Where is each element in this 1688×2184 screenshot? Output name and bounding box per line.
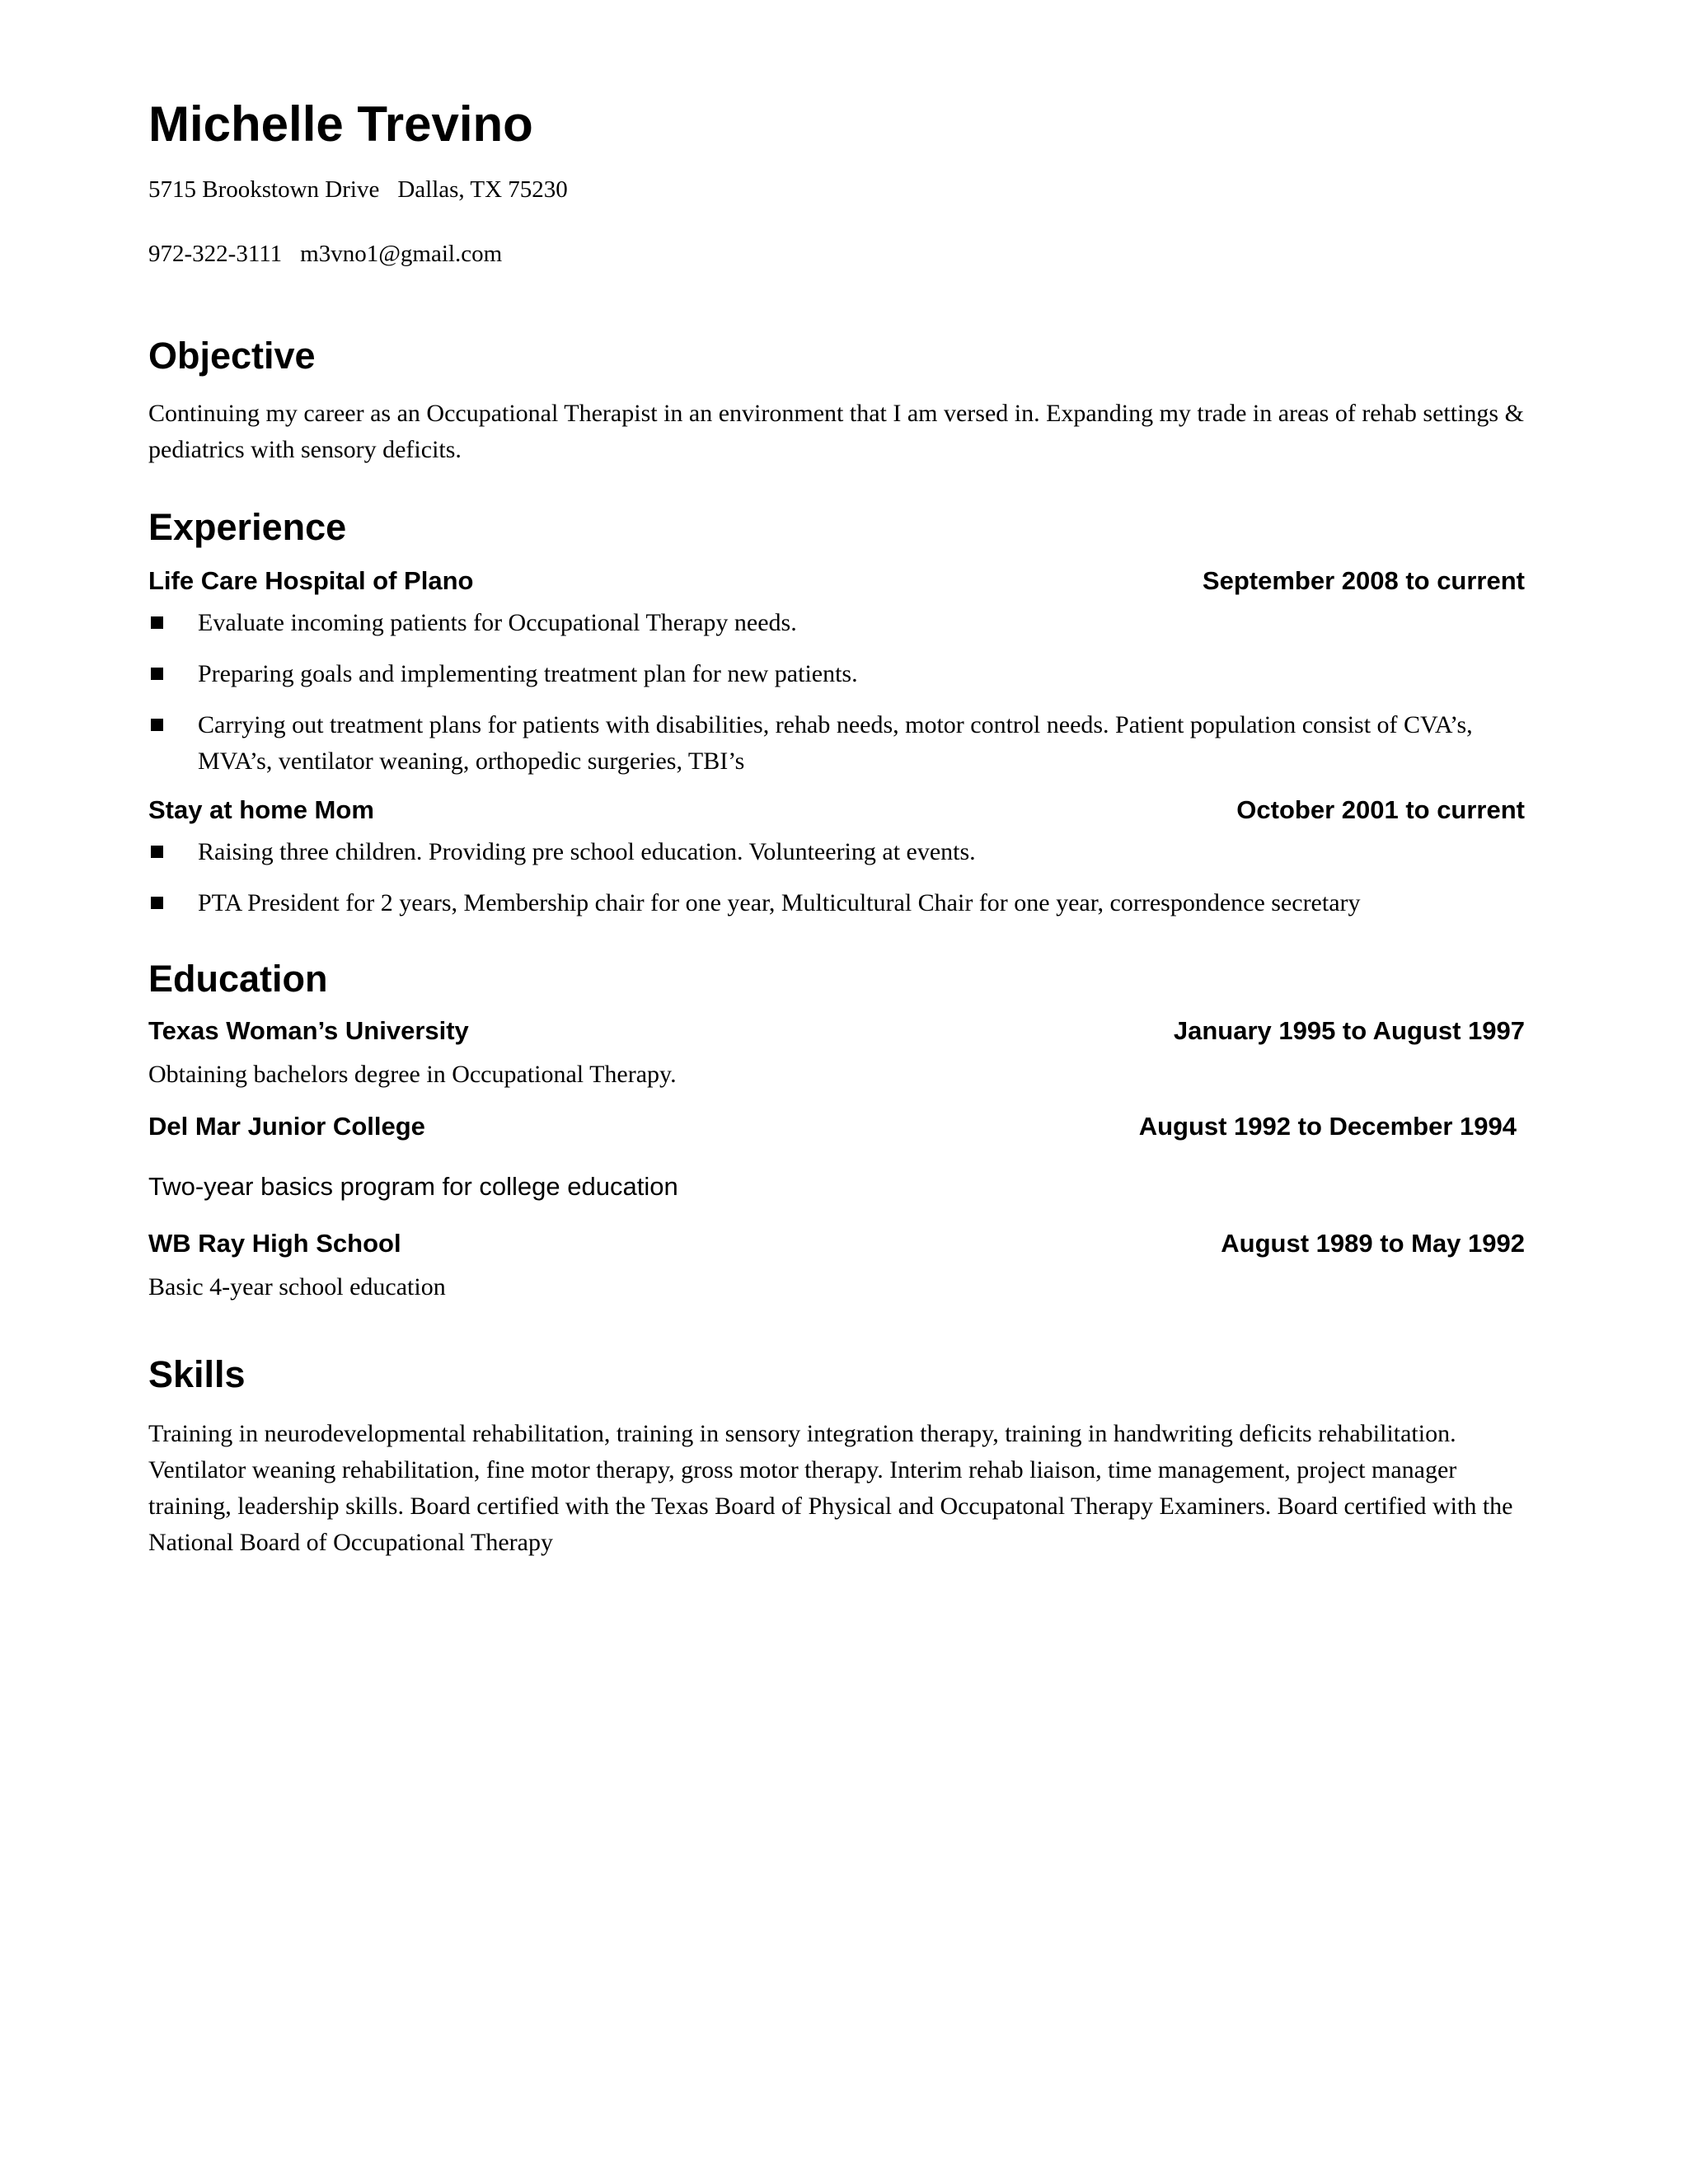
school-description: Two-year basics program for college education <box>148 1172 678 1201</box>
job-header <box>148 793 1525 827</box>
bullet-square-icon <box>151 616 163 629</box>
list-item: Preparing goals and implementing treatment plan for new patients. <box>148 656 1525 692</box>
skills-text: Training in neurodevelopmental rehabilitation, training in sensory integration therapy, training in handwriting deficits rehabilitation. Ventilator weaning rehabilitation, fine motor therapy, gross motor therapy. Interim rehab liaison, time management, project manager training, leadership skills. Board certified with the Texas Board of Physical and Occupatonal Therapy Examiners. Board certified with the National Board of Occupational Therapy <box>148 1420 1513 1556</box>
skills-heading: Skills <box>148 1353 246 1395</box>
address-city: Dallas, TX 75230 <box>397 176 568 203</box>
school-header <box>148 1226 1525 1261</box>
job-employer: Life Care Hospital of Plano <box>148 566 474 595</box>
school-dates: August 1992 to December 1994 <box>1138 1112 1517 1141</box>
school-dates: January 1995 to August 1997 <box>1173 1016 1525 1045</box>
resume-content <box>148 92 1525 1561</box>
school-description: Obtaining bachelors degree in Occupational Therapy. <box>148 1061 677 1088</box>
school-dates: August 1989 to May 1992 <box>1221 1229 1525 1258</box>
job-employer: Stay at home Mom <box>148 795 374 824</box>
bullet-square-icon <box>151 897 163 909</box>
phone-number: 972-322-3111 <box>148 241 283 267</box>
bullet-square-icon <box>151 846 163 858</box>
list-item: Raising three children. Providing pre school education. Volunteering at events. <box>148 834 1525 870</box>
school-name: Del Mar Junior College <box>148 1112 425 1141</box>
email-address: m3vno1@gmail.com <box>300 241 503 267</box>
school-header <box>148 1014 1525 1048</box>
job-dates: October 2001 to current <box>1236 795 1525 824</box>
contact-line <box>148 239 1525 269</box>
address-street: 5715 Brookstown Drive <box>148 176 380 203</box>
address-line <box>148 175 1525 204</box>
objective-text: Continuing my career as an Occupational Therapist in an environment that I am versed in. Expanding my trade in areas of rehab settings & pediatrics with sensory deficits. <box>148 400 1524 463</box>
school-name: WB Ray High School <box>148 1229 401 1258</box>
school-description: Basic 4-year school education <box>148 1273 446 1301</box>
list-item: Evaluate incoming patients for Occupational Therapy needs. <box>148 605 1525 641</box>
school-header <box>148 1109 1525 1144</box>
experience-heading: Experience <box>148 506 347 548</box>
school-name: Texas Woman’s University <box>148 1016 469 1045</box>
job-duties-list <box>148 834 1525 921</box>
job-header <box>148 564 1525 598</box>
job-duties-list <box>148 605 1525 780</box>
objective-heading: Objective <box>148 335 316 377</box>
job-dates: September 2008 to current <box>1202 566 1525 595</box>
list-item: Carrying out treatment plans for patients with disabilities, rehab needs, motor control needs. Patient population consist of CVA’s, MVA’s, ventilator weaning, orthopedic surgeries, TBI’s <box>148 707 1525 780</box>
applicant-name: Michelle Trevino <box>148 96 533 152</box>
bullet-square-icon <box>151 668 163 680</box>
list-item: PTA President for 2 years, Membership chair for one year, Multicultural Chair for one year, correspondence secretary <box>148 885 1525 921</box>
education-heading: Education <box>148 958 328 1000</box>
bullet-square-icon <box>151 719 163 731</box>
